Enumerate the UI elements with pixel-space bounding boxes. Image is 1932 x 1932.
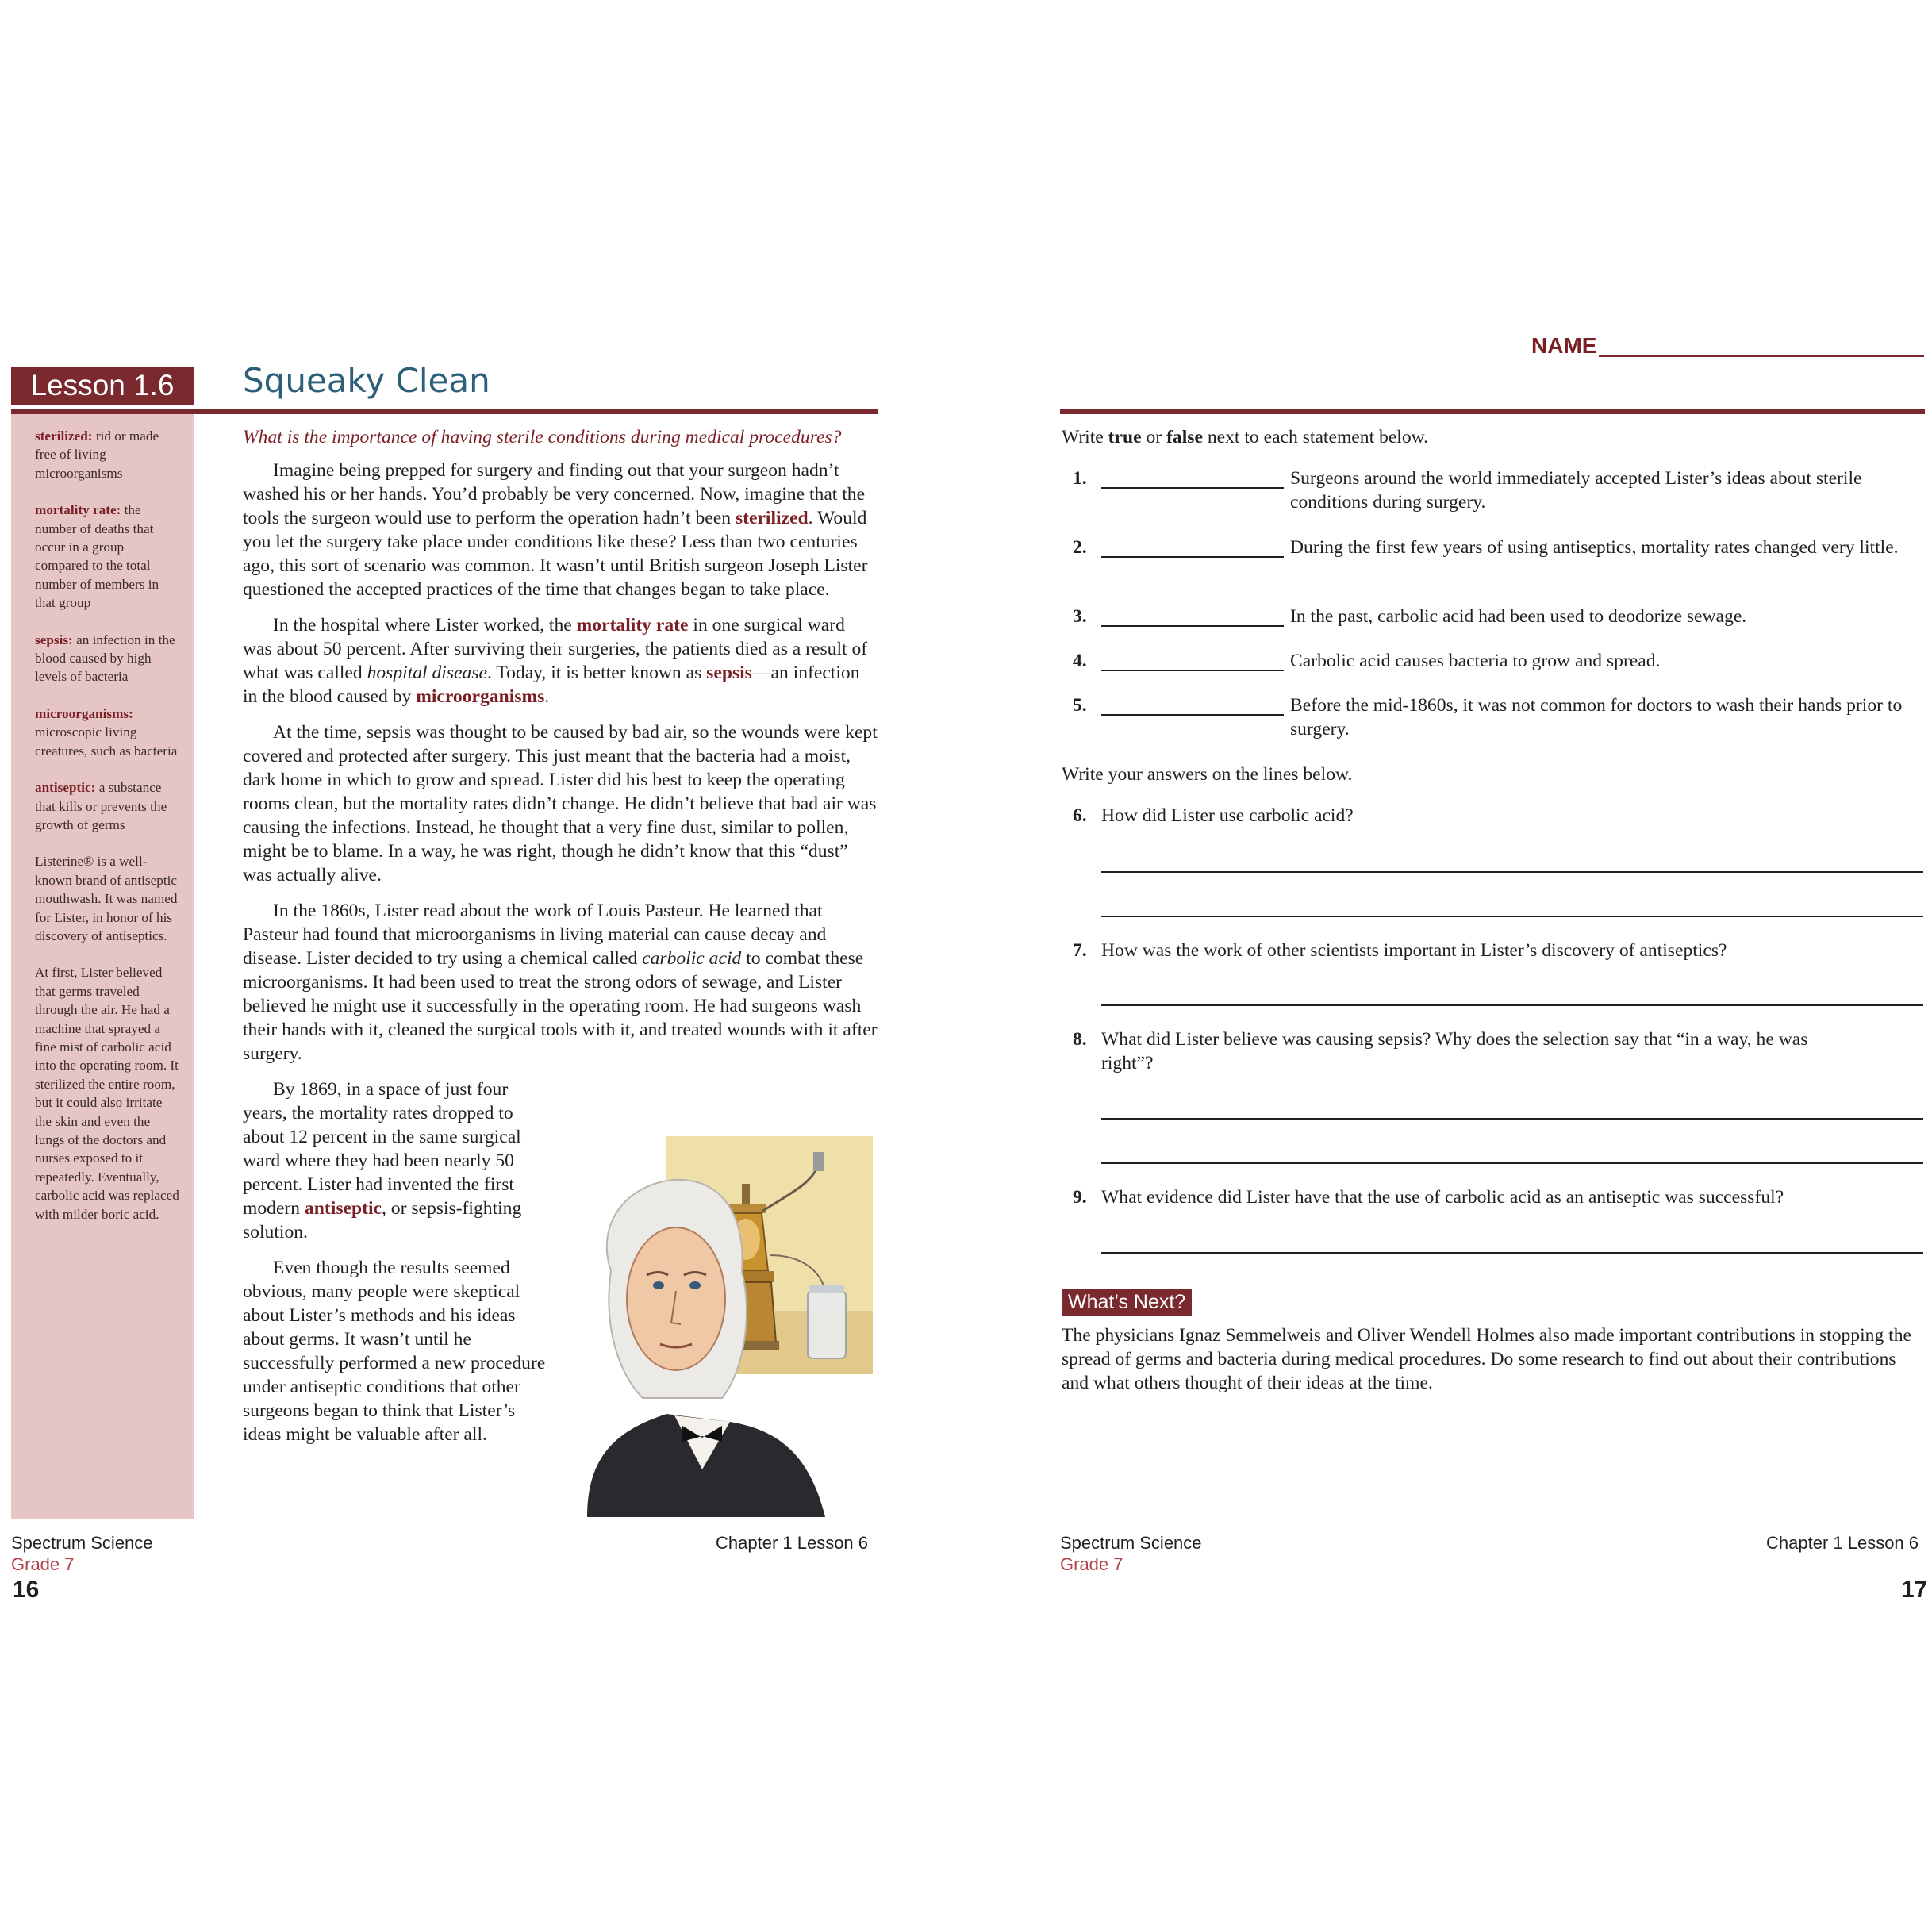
paragraph: Imagine being prepped for surgery and finding out that your surgeon hadn’t washed his or her hands. You’d probably be very concerned. Now, imagine that the tools the surgeon would use to perform the operation hadn’t been sterilized. Would you let the surgery take place under conditions like these? Less than two centuries ago, this sort of scenario was common. It wasn’t until British surgeon Joseph Lister questioned the accepted practices of the time that changes began to take place.: [243, 460, 868, 600]
answer-blank[interactable]: [1101, 556, 1284, 558]
answer-blank[interactable]: [1101, 670, 1284, 671]
answer-line[interactable]: [1101, 1118, 1923, 1120]
answer-line[interactable]: [1101, 1252, 1923, 1254]
lesson-title: Squeaky Clean: [243, 361, 490, 400]
answer-line[interactable]: [1101, 1004, 1923, 1006]
answer-blank[interactable]: [1101, 625, 1284, 627]
whats-next-text: The physicians Ignaz Semmelweis and Oliver Wendell Holmes also made important contributions in stopping the spread of germs and bacteria during medical procedures. Do some research to find out about their contributions and what others thought of their ideas at the time.: [1062, 1325, 1911, 1393]
glossary-entry: sepsis: an infection in the blood caused by high levels of bacteria: [35, 632, 175, 685]
page-number: 16: [13, 1577, 40, 1603]
lister-portrait-illustration: [571, 1136, 873, 1517]
focus-question: What is the importance of having sterile conditions during medical procedures?: [243, 427, 842, 447]
title-rule-left: [11, 409, 878, 414]
footer-chapter: Chapter 1 Lesson 6: [1766, 1533, 1919, 1553]
answer-blank[interactable]: [1101, 714, 1284, 716]
sidebar-note: Listerine® is a well-known brand of antiseptic mouthwash. It was named for Lister, in honor of his discovery of antiseptics.: [35, 854, 178, 943]
title-rule-right: [1060, 409, 1925, 414]
worksheet: Write true or false next to each statement below. 1. Surgeons around the world immediately accepted Lister’s ideas about sterile conditions during surgery. 2. During the first few years of using antiseptics, mortality rates changed very little. 3. In the past, carbolic acid had been used to deodorize sewage. 4. Carbolic acid causes bacteria to grow and spread. 5. Before the mid-1860s, it was not common for doctors to wash their hands prior to surgery. Write your answers on the lines below. 6. How did Lister use carbolic acid? 7. How was the work of other scientists important in Lister’s discovery of antiseptics? 8. What did Lister believe was causing sepsis? Why does the selection say that “in a way, he was right”? 9. What evidence did Lister have that the use of carbolic acid as an antiseptic was successful?: [1062, 425, 1926, 449]
glossary-entry: sterilized: rid or made free of living microorganisms: [35, 428, 159, 481]
glossary-entry: mortality rate: the number of deaths that occur in a group compared to the total number of members in that group: [35, 502, 159, 611]
sidebar-note: At first, Lister believed that germs traveled through the air. He had a machine that sprayed a fine mist of carbolic acid into the operating room. It sterilized the entire room, but it could also irritate the skin and even the lungs of the doctors and nurses exposed to it repeatedly. Eventually, carbolic acid was replaced with milder boric acid.: [35, 965, 179, 1222]
whats-next-heading: What’s Next?: [1062, 1289, 1192, 1316]
footer-book-title: Spectrum Science: [11, 1533, 153, 1553]
name-write-line[interactable]: [1599, 355, 1924, 357]
short-answer-instructions: Write your answers on the lines below.: [1062, 764, 1353, 785]
paragraph: Even though the results seemed obvious, many people were skeptical about Lister’s methods and his ideas about germs. It wasn’t until he successfully performed a new procedure under antiseptic conditions that other surgeons began to think that Lister’s ideas might be valuable after all.: [243, 1258, 546, 1445]
answer-line[interactable]: [1101, 916, 1923, 917]
paragraph: In the 1860s, Lister read about the work of Louis Pasteur. He learned that Pasteur had found that microorganisms in living material can cause decay and disease. Lister decided to try using a chemical called carbolic acid to combat these microorganisms. It had been used to treat the strong odors of sewage, and Lister believed he might use it successfully in the operating room. He had surgeons wash their hands with it, cleaned the surgical tools with it, and treated wounds with it after surgery.: [243, 901, 878, 1064]
answer-line[interactable]: [1101, 1162, 1923, 1164]
true-false-instructions: Write true or false next to each statement below.: [1062, 427, 1429, 447]
footer-chapter: Chapter 1 Lesson 6: [716, 1533, 869, 1553]
footer-grade: Grade 7: [11, 1554, 75, 1574]
answer-line[interactable]: [1101, 871, 1923, 873]
footer-book-title: Spectrum Science: [1060, 1533, 1202, 1553]
paragraph: At the time, sepsis was thought to be caused by bad air, so the wounds were kept covered and protected after surgery. This just meant that the bacteria had a moist, dark home in which to grow and spread. Lister did his best to keep the operating rooms clean, but the mortality rates didn’t change. He didn’t believe that bad air was causing the infections. Instead, he thought that a very fine dust, similar to pollen, might be to blame. In a way, he was right, though he didn’t know that this “dust” was actually alive.: [243, 722, 878, 885]
answer-blank[interactable]: [1101, 487, 1284, 489]
glossary-entry: antiseptic: a substance that kills or prevents the growth of germs: [35, 780, 167, 832]
footer-grade: Grade 7: [1060, 1554, 1123, 1574]
vocabulary-sidebar: [11, 414, 194, 1519]
paragraph: In the hospital where Lister worked, the mortality rate in one surgical ward was about 50 percent. After surviving their surgeries, the patients died as a result of what was called hospital disease. Today, it is better known as sepsis—an infection in the blood caused by microorganisms.: [243, 615, 868, 707]
lesson-tag: Lesson 1.6: [11, 367, 194, 405]
name-label: NAME: [1531, 333, 1597, 358]
paragraph: By 1869, in a space of just four years, the mortality rates dropped to about 12 percent in the same surgical ward where they had been nearly 50 percent. Lister had invented the first modern antiseptic, or sepsis-fighting solution.: [243, 1079, 522, 1243]
page-number: 17: [1901, 1577, 1928, 1603]
glossary-entry: microorganisms: microscopic living creatures, such as bacteria: [35, 705, 178, 759]
